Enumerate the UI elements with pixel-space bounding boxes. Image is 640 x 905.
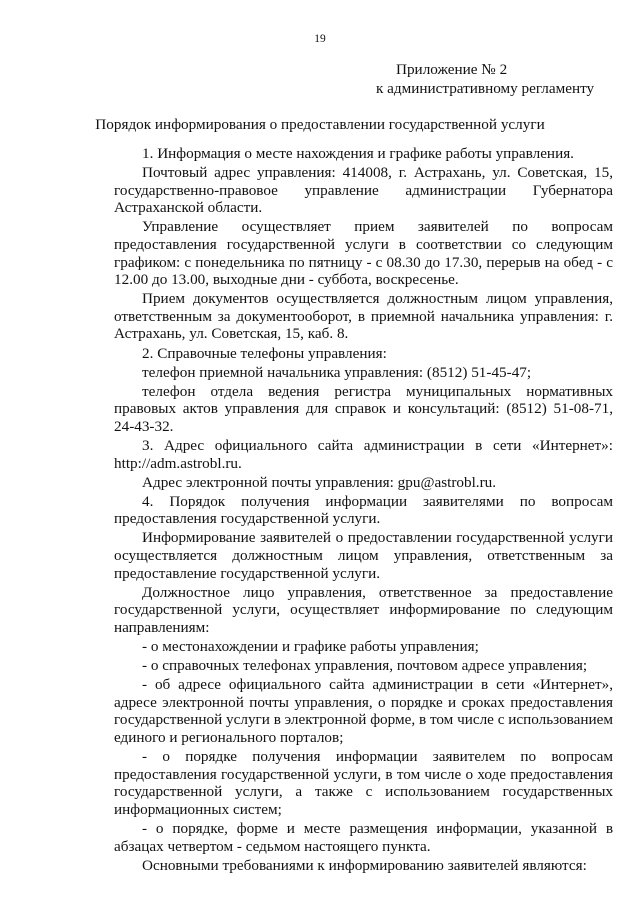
paragraph-postal-address: Почтовый адрес управления: 414008, г. Астрахань, ул. Советская, 15, государственно-правовое управление администрации Губернатора Астраханской области. — [114, 164, 613, 217]
appendix-reference: к административному регламенту — [376, 79, 595, 97]
paragraph-section-3-website: 3. Адрес официального сайта администрации в сети «Интернет»: http://adm.astrobl.ru. — [114, 437, 613, 472]
list-item-location: - о местонахождении и графике работы управления; — [142, 638, 479, 656]
paragraph-section-1-heading: 1. Информация о месте нахождения и графике работы управления. — [142, 145, 574, 162]
list-item-phones: - о справочных телефонах управления, почтовом адресе управления; — [142, 657, 588, 675]
appendix-number: Приложение № 2 — [396, 61, 508, 78]
page-number: 19 — [314, 33, 326, 45]
list-item-placement: - о порядке, форме и месте размещения информации, указанной в абзацах четвертом - седьмом настоящего пункта. — [114, 819, 613, 855]
paragraph-section-4-heading: 4. Порядок получения информации заявителями по вопросам предоставления государственной услуги. — [114, 492, 613, 528]
document-body — [114, 145, 613, 876]
paragraph-informing-directions: Должностное лицо управления, ответственное за предоставление государственной услуги, осуществляет информирование по следующим направлениям: — [114, 583, 613, 636]
paragraph-email: Адрес электронной почты управления: gpu@astrobl.ru. — [142, 473, 497, 491]
document-title: Порядок информирования о предоставлении государственной услуги — [95, 116, 545, 133]
paragraph-requirements: Основными требованиями к информированию заявителей являются: — [142, 856, 587, 874]
paragraph-reception-schedule: Управление осуществляет прием заявителей по вопросам предоставления государственной услуги в соответствии со следующим графиком: с понедельника по пятницу - с 08.30 до 17.30, перерыв на обед - с 12.00 до 13.00, выходные дни - суббота, воскресенье. — [114, 218, 613, 289]
paragraph-phone-registry: телефон отдела ведения регистра муниципальных нормативных правовых актов управления для справок и консультаций: (8512) 51-08-71, 24-43-32. — [114, 382, 613, 435]
paragraph-informing-official: Информирование заявителей о предоставлении государственной услуги осуществляется должностным лицом управления, ответственным за предоставление государственной услуги. — [114, 529, 613, 582]
paragraph-document-reception: Прием документов осуществляется должностным лицом управления, ответственным за документооборот, в приемной начальника управления: г. Астрахань, ул. Советская, 15, каб. 8. — [114, 290, 613, 343]
list-item-website: - об адресе официального сайта администрации в сети «Интернет», адресе электронной почты управления, о порядке и сроках предоставления государственной услуги в электронной форме, в том числе с использованием единого и регионального порталов; — [114, 676, 613, 746]
appendix-header — [376, 61, 636, 97]
list-item-procedure: - о порядке получения информации заявителем по вопросам предоставления государственной услуги, в том числе о ходе предоставления государственной услуги, а также с использованием государственных информационных систем; — [114, 748, 613, 818]
paragraph-section-2-heading: 2. Справочные телефоны управления: — [142, 344, 387, 362]
paragraph-phone-reception: телефон приемной начальника управления: (8512) 51-45-47; — [142, 363, 532, 381]
